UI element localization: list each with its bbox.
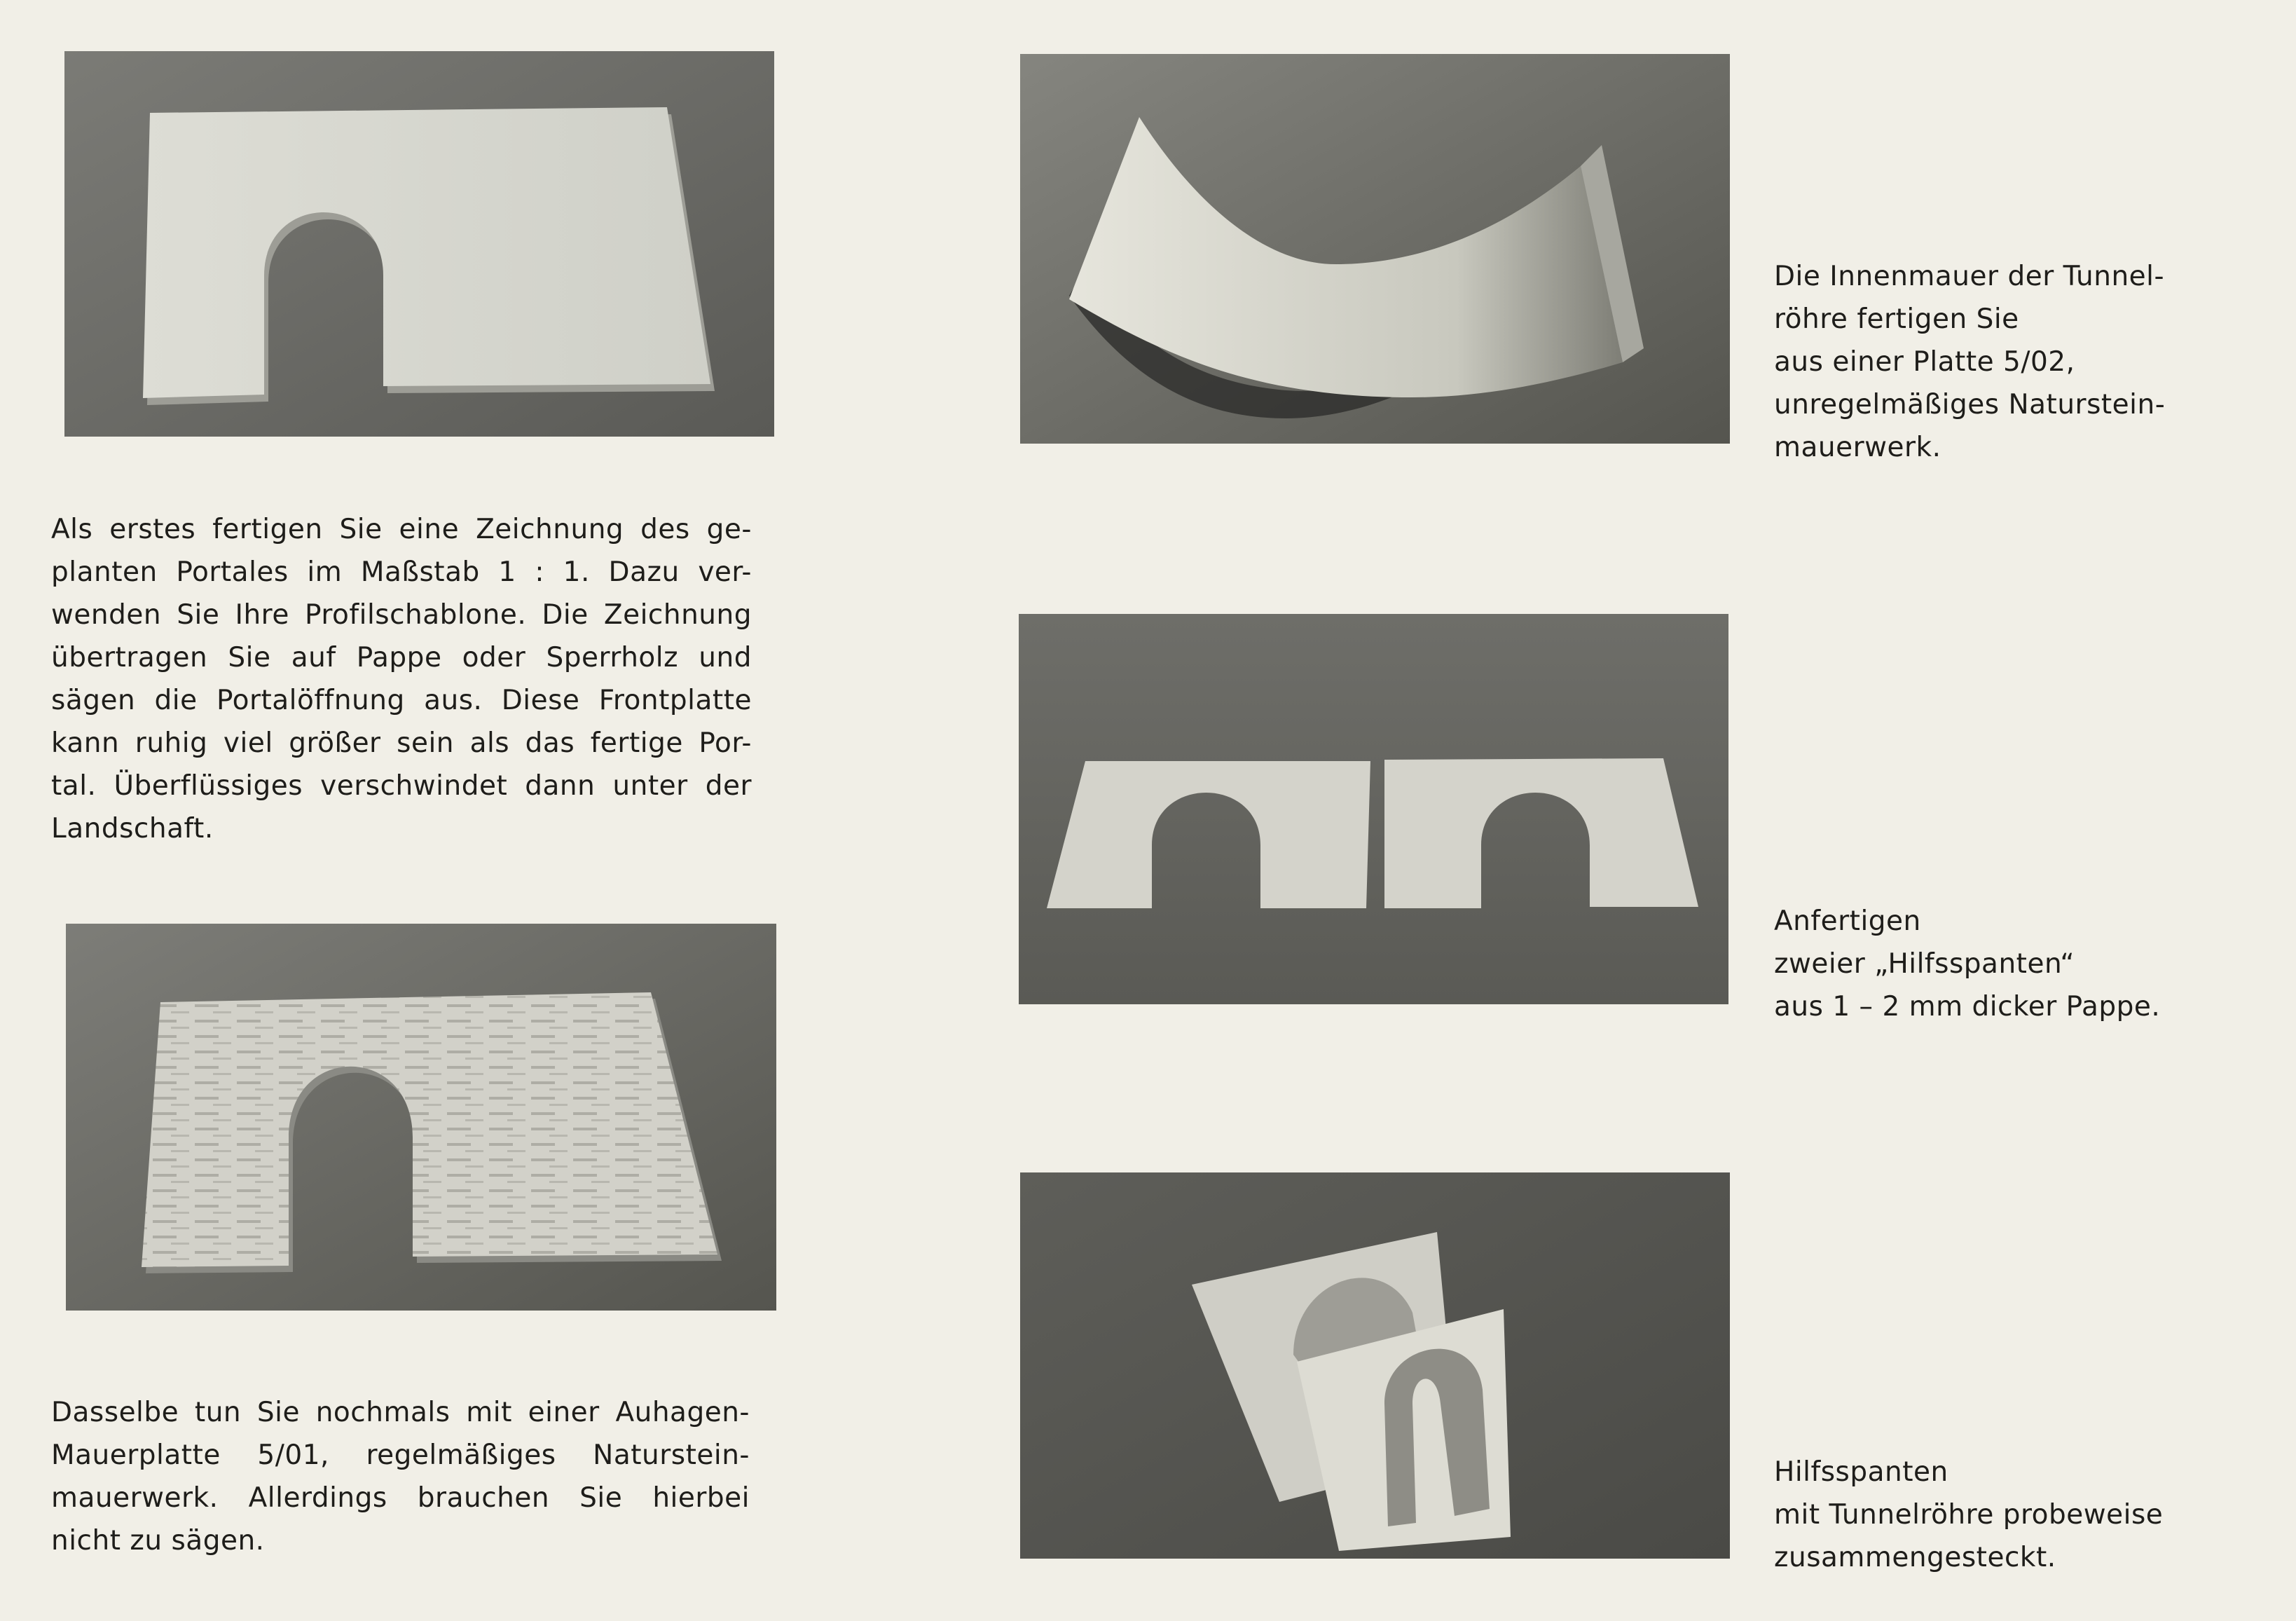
photo-inner-wall (1020, 54, 1730, 444)
caption-line: Die Innenmauer der Tunnel- (1774, 261, 2165, 292)
photo-assembled-formers (1020, 1172, 1730, 1559)
two-formers-illustration (1019, 614, 1728, 1004)
photo-front-plate (64, 51, 774, 437)
intro-line: Landschaft. (51, 813, 214, 844)
intro-line: wenden Sie Ihre Profilschablone. Die Zeichnung (51, 599, 752, 631)
intro-line: kann ruhig viel größer sein als das fertige Por- (51, 727, 752, 759)
intro-paragraph (51, 508, 752, 850)
caption-line: Anfertigen (1774, 905, 1921, 937)
stone-plate-illustration (66, 924, 776, 1311)
caption-two-formers (1774, 900, 2264, 1028)
photo-stone-plate (66, 924, 776, 1311)
second-line: Mauerplatte 5/01, regelmäßiges Naturstein- (51, 1439, 750, 1471)
second-line: mauerwerk. Allerdings brauchen Sie hierbei (51, 1482, 750, 1514)
second-line: Dasselbe tun Sie nochmals mit einer Auhagen- (51, 1397, 750, 1428)
caption-line: zusammengesteckt. (1774, 1542, 2056, 1573)
second-line: nicht zu sägen. (51, 1525, 265, 1557)
caption-inner-wall (1774, 255, 2264, 469)
caption-line: mauerwerk. (1774, 432, 1941, 463)
caption-line: röhre fertigen Sie (1774, 303, 2019, 335)
intro-line: sägen die Portalöffnung aus. Diese Frontplatte (51, 685, 752, 716)
inner-wall-illustration (1020, 54, 1730, 444)
intro-line: tal. Überflüssiges verschwindet dann unter der (51, 770, 752, 802)
caption-assembled-formers (1774, 1451, 2264, 1579)
caption-line: mit Tunnelröhre probeweise (1774, 1499, 2164, 1531)
caption-line: aus 1 – 2 mm dicker Pappe. (1774, 991, 2161, 1022)
caption-line: zweier „Hilfsspanten“ (1774, 948, 2075, 980)
caption-line: unregelmäßiges Naturstein- (1774, 389, 2166, 420)
intro-line: Als erstes fertigen Sie eine Zeichnung des ge- (51, 514, 752, 545)
front-plate-illustration (64, 51, 774, 437)
intro-line: planten Portales im Maßstab 1 : 1. Dazu ver- (51, 556, 752, 588)
assembled-formers-illustration (1020, 1172, 1730, 1559)
caption-line: aus einer Platte 5/02, (1774, 346, 2075, 378)
caption-line: Hilfsspanten (1774, 1456, 1948, 1488)
second-paragraph (51, 1391, 750, 1562)
photo-two-formers (1019, 614, 1728, 1004)
intro-line: übertragen Sie auf Pappe oder Sperrholz und (51, 642, 752, 673)
